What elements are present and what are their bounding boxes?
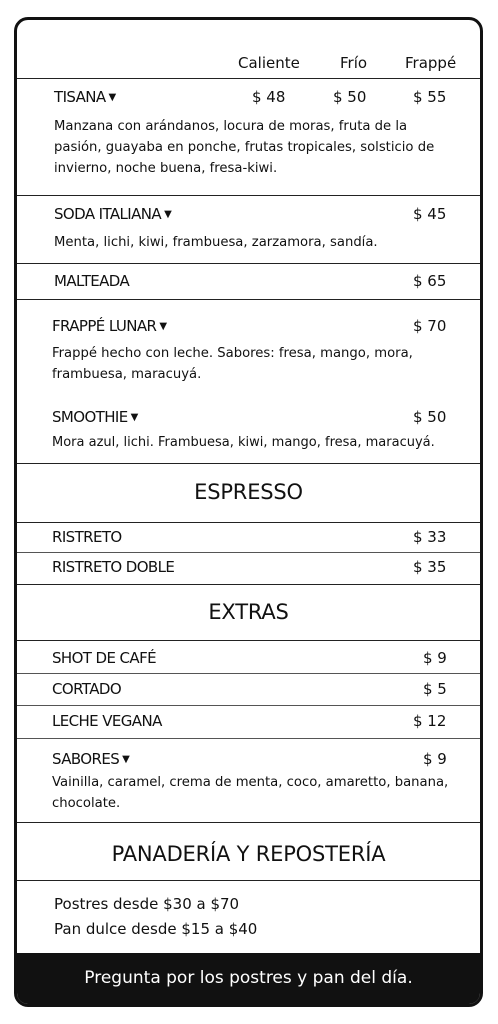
menu-card — [14, 17, 483, 1007]
caret-down-icon[interactable]: ▼ — [108, 92, 116, 103]
item-description: Manzana con arándanos, locura de moras, fruta de la pasión, guayaba en ponche, frutas tropicales, solsticio de invierno, noche buena, fresa-kiwi. — [54, 119, 435, 176]
section-title-panaderia: PANADERÍA Y REPOSTERÍA — [111, 842, 386, 866]
item-name: SODA ITALIANA — [54, 205, 162, 223]
item-description: Mora azul, lichi. Frambuesa, kiwi, mango, fresa, maracuyá. — [52, 435, 435, 450]
item-price: $ 9 — [423, 750, 447, 768]
item-name: FRAPPÉ LUNAR — [52, 317, 157, 335]
caret-down-icon[interactable]: ▼ — [130, 412, 138, 423]
item-name: CORTADO — [52, 680, 122, 698]
column-header-hot: Caliente — [238, 54, 300, 72]
footer-banner: Pregunta por los postres y pan del día. — [17, 953, 480, 1004]
bakery-line-pan-dulce: Pan dulce desde $15 a $40 — [54, 920, 258, 938]
item-name: MALTEADA — [54, 272, 130, 290]
divider — [17, 552, 480, 553]
item-price: $ 5 — [423, 680, 447, 698]
item-name: SABORES — [52, 750, 120, 768]
divider — [17, 705, 480, 706]
caret-down-icon[interactable]: ▼ — [164, 209, 172, 220]
section-title-espresso: ESPRESSO — [194, 480, 303, 504]
item-name: RISTRETO — [52, 528, 122, 546]
divider — [17, 299, 480, 300]
section-title-extras: EXTRAS — [208, 600, 289, 624]
divider — [17, 522, 480, 523]
divider — [17, 584, 480, 585]
divider — [17, 673, 480, 674]
divider — [17, 463, 480, 464]
column-header-frappe: Frappé — [405, 54, 457, 72]
divider — [17, 822, 480, 823]
item-name: SHOT DE CAFÉ — [52, 649, 156, 667]
item-description: Vainilla, caramel, crema de menta, coco, amaretto, banana, chocolate. — [52, 775, 449, 811]
column-header-cold: Frío — [340, 54, 368, 72]
item-price: $ 45 — [413, 205, 447, 223]
item-price: $ 65 — [413, 272, 447, 290]
item-description: Menta, lichi, kiwi, frambuesa, zarzamora, sandía. — [54, 235, 378, 250]
item-name: TISANA — [54, 88, 106, 106]
item-name: SMOOTHIE — [52, 408, 128, 426]
divider — [17, 640, 480, 641]
divider — [17, 263, 480, 264]
item-price: $ 33 — [413, 528, 447, 546]
price-cold: $ 50 — [333, 88, 367, 106]
price-hot: $ 48 — [252, 88, 286, 106]
item-name: LECHE VEGANA — [52, 712, 162, 730]
caret-down-icon[interactable]: ▼ — [122, 754, 130, 765]
divider — [17, 195, 480, 196]
item-price: $ 70 — [413, 317, 447, 335]
item-price: $ 9 — [423, 649, 447, 667]
divider — [17, 78, 480, 79]
item-price: $ 35 — [413, 558, 447, 576]
divider — [17, 738, 480, 739]
item-price: $ 50 — [413, 408, 447, 426]
divider — [17, 880, 480, 881]
price-frappe: $ 55 — [413, 88, 447, 106]
item-price: $ 12 — [413, 712, 447, 730]
caret-down-icon[interactable]: ▼ — [159, 321, 167, 332]
item-name: RISTRETO DOBLE — [52, 558, 175, 576]
item-description: Frappé hecho con leche. Sabores: fresa, mango, mora, frambuesa, maracuyá. — [52, 346, 413, 382]
bakery-line-postres: Postres desde $30 a $70 — [54, 895, 240, 913]
